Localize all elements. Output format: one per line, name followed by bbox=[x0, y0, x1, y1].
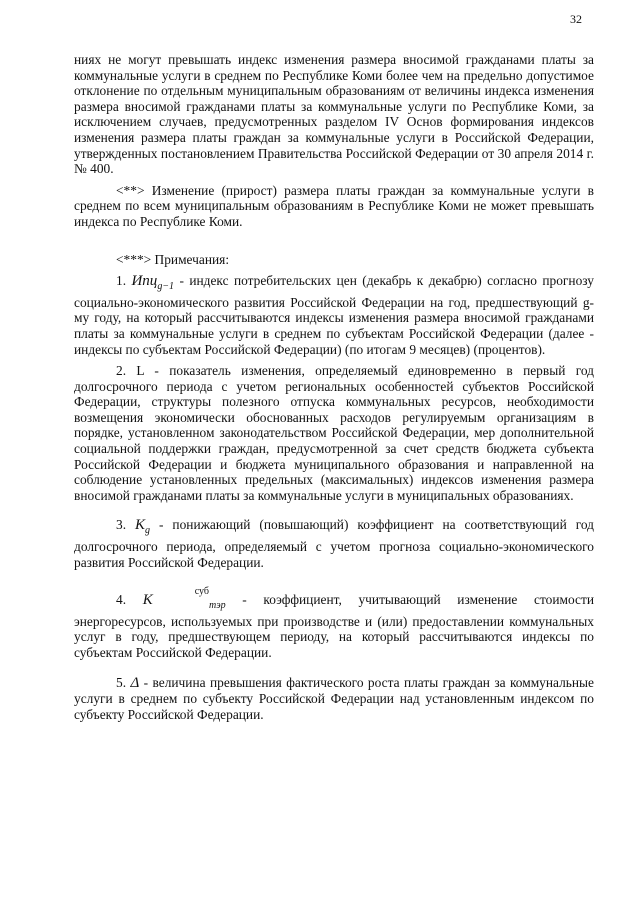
page-number: 32 bbox=[570, 12, 582, 26]
note-1-text: - индекс потребительских цен (декабрь к декабрю) согласно прогнозу социально-экономического развития Российской Федерации на год, предшествующий g-му году, на который рассчитываются индексы изменения размера вносимой гражданами платы за коммунальные услуги в среднем по субъектам Российской Федерации (далее - индексы по субъектам Российской Федерации) (по итогам 9 месяцев) (процентов). bbox=[74, 273, 594, 357]
note-3-number: 3. bbox=[116, 517, 127, 533]
note-2: 2. L - показатель изменения, определяемый единовременно в первый год долгосрочного периода с учетом региональных особенностей субъектов Российской Федерации, структуры полезного отпуска коммунальных ресурсов, необходимости возмещения экономически обоснованных расходов регулируемым организациям в порядке, установленном законодательством Российской Федерации, мер дополнительной социальной поддержки граждан, предусмотренной за счет средств бюджета субъекта Российской Федерации и бюджета муниципального образования и направленной на соблюдение установленных предельных (максимальных) индексов изменения размера вносимой гражданами платы за коммунальные услуги в муниципальных образованиях. bbox=[74, 363, 594, 503]
note-4-text: - коэффициент, учитывающий изменение стоимости энергоресурсов, используемых при производстве и (или) предоставлении коммунальных услуг в году, предшествующем периоду, на который рассчитываются индексы по субъектам Российской Федерации. bbox=[74, 592, 594, 660]
paragraph-continuation: ниях не могут превышать индекс изменения размера вносимой гражданами платы за коммунальные услуги в среднем по Республике Коми более чем на предельно допустимое отклонение по отдельным муниципальным образованиям от величины индекса изменения размера вносимой гражданами платы за коммунальные услуги по Республике Коми, за исключением случаев, предусмотренных разделом IV Основ формирования индексов изменения размера платы граждан за коммунальные услуги в Российской Федерации, утвержденных постановлением Правительства Российской Федерации от 30 апреля 2014 г. № 400. bbox=[74, 52, 594, 177]
note-4 bbox=[74, 584, 594, 660]
delta-symbol: Δ bbox=[130, 674, 140, 691]
document-body bbox=[74, 52, 594, 722]
note-3-text: - понижающий (повышающий) коэффициент на соответствующий год долгосрочного периода, определяемый с учетом прогноза социально-экономического развития Российской Федерации. bbox=[74, 517, 594, 570]
note-3 bbox=[74, 517, 594, 570]
note-5-number: 5. bbox=[116, 674, 127, 690]
k-g-symbol: $K_g$ bbox=[135, 517, 151, 537]
note-4-number: 4. bbox=[116, 592, 127, 608]
note-1 bbox=[74, 273, 594, 357]
footnote-double-star: <**> Изменение (прирост) размера платы граждан за коммунальные услуги в среднем по всем муниципальным образованиям в Республике Коми не может превышать индекса по Республике Коми. bbox=[74, 182, 594, 229]
note-5-text: - величина превышения фактического роста платы граждан за коммунальные услуги в среднем по субъекту Российской Федерации над установленным индексом по субъекту Российской Федерации. bbox=[74, 674, 594, 722]
cpi-symbol: Ипц$_{g-1}$ bbox=[131, 273, 175, 293]
notes-heading: <***> Примечания: bbox=[116, 251, 230, 267]
note-5 bbox=[74, 675, 594, 723]
k-ter-symbol: $K^{суб}_{тэр}$ bbox=[142, 586, 226, 612]
note-1-number: 1. bbox=[116, 273, 127, 289]
